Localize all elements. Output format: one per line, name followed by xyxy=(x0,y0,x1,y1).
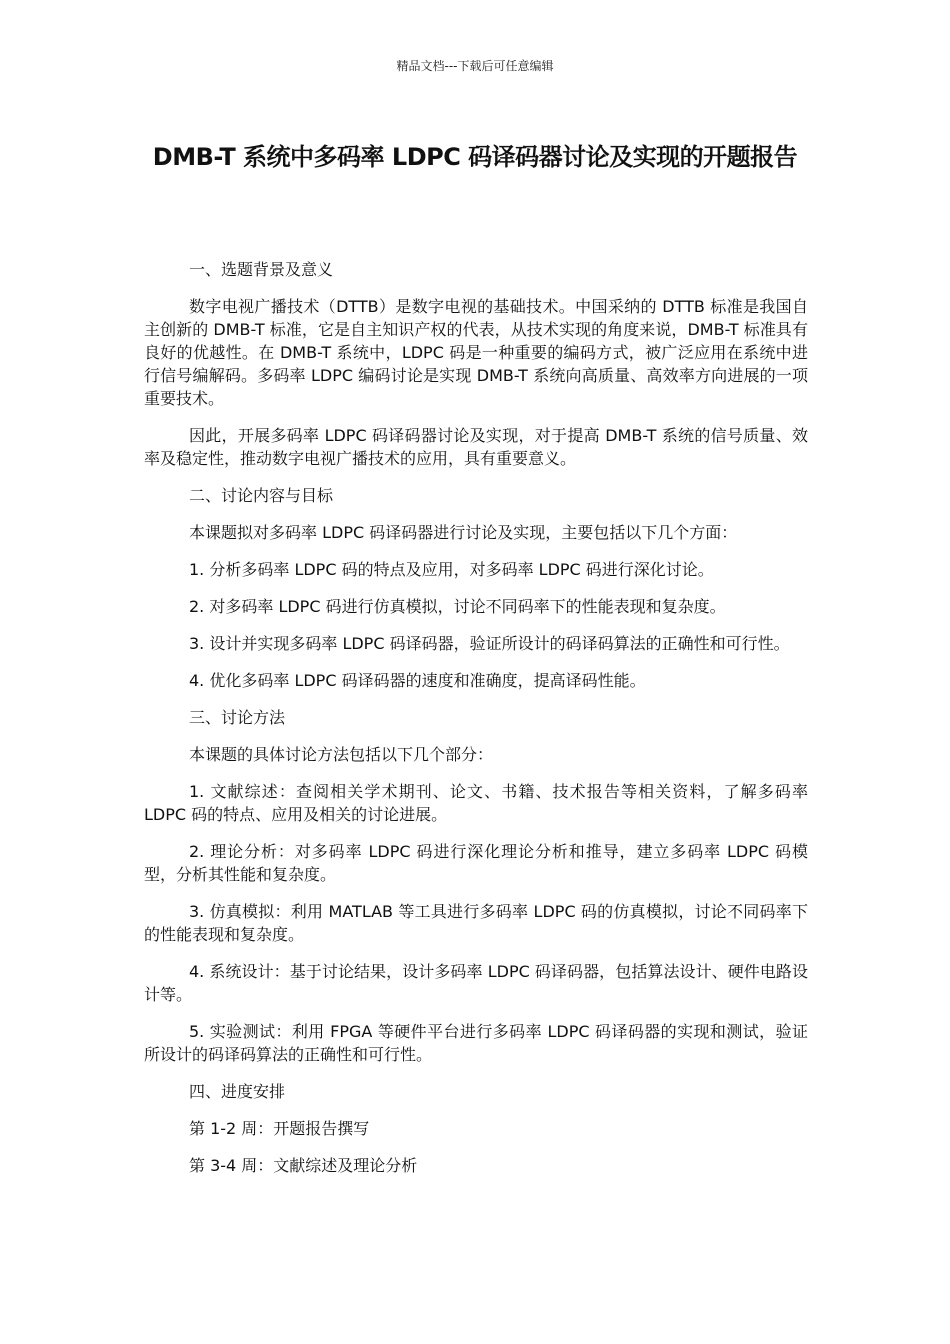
list-item-method-3: 3. 仿真模拟：利用 MATLAB 等工具进行多码率 LDPC 码的仿真模拟，讨论不同码率下的性能表现和复杂度。 xyxy=(144,902,808,944)
section-heading-method: 三、讨论方法 xyxy=(189,708,286,727)
schedule-item-1: 第 1-2 周：开题报告撰写 xyxy=(189,1119,370,1138)
list-item-content-4: 4. 优化多码率 LDPC 码译码器的速度和准确度，提高译码性能。 xyxy=(189,671,646,690)
paragraph-background: 数字电视广播技术（DTTB）是数字电视的基础技术。中国采纳的 DTTB 标准是我国自主创新的 DMB-T 标准，它是自主知识产权的代表，从技术实现的角度来说，DMB-T 标准具有良好的优越性。在 DMB-T 系统中，LDPC 码是一种重要的编码方式，被广泛应用在系统中进行信号编解码。多码率 LDPC 编码讨论是实现 DMB-T 系统向高质量、高效率方向进展的一项重要技术。 xyxy=(144,297,808,408)
schedule-item-2: 第 3-4 周：文献综述及理论分析 xyxy=(189,1156,418,1175)
paragraph-significance: 因此，开展多码率 LDPC 码译码器讨论及实现，对于提高 DMB-T 系统的信号质量、效率及稳定性，推动数字电视广播技术的应用，具有重要意义。 xyxy=(144,426,808,468)
section-heading-background: 一、选题背景及意义 xyxy=(189,260,334,279)
section-heading-content: 二、讨论内容与目标 xyxy=(189,486,334,505)
list-item-content-2: 2. 对多码率 LDPC 码进行仿真模拟，讨论不同码率下的性能表现和复杂度。 xyxy=(189,597,726,616)
list-item-method-1: 1. 文献综述：查阅相关学术期刊、论文、书籍、技术报告等相关资料，了解多码率 LDPC 码的特点、应用及相关的讨论进展。 xyxy=(144,782,808,824)
list-item-method-4: 4. 系统设计：基于讨论结果，设计多码率 LDPC 码译码器，包括算法设计、硬件电路设计等。 xyxy=(144,962,808,1004)
list-item-content-3: 3. 设计并实现多码率 LDPC 码译码器，验证所设计的码译码算法的正确性和可行性。 xyxy=(189,634,790,653)
document-title: DMB-T 系统中多码率 LDPC 码译码器讨论及实现的开题报告 xyxy=(152,143,798,171)
document-body xyxy=(144,258,808,1191)
section-heading-schedule: 四、进度安排 xyxy=(189,1082,286,1101)
list-item-method-2: 2. 理论分析：对多码率 LDPC 码进行深化理论分析和推导，建立多码率 LDPC 码模型，分析其性能和复杂度。 xyxy=(144,842,808,884)
paragraph-method-intro: 本课题的具体讨论方法包括以下几个部分： xyxy=(189,745,494,764)
paragraph-content-intro: 本课题拟对多码率 LDPC 码译码器进行讨论及实现，主要包括以下几个方面： xyxy=(189,523,738,542)
page-header: 精品文档---下载后可任意编辑 xyxy=(396,59,554,73)
list-item-content-1: 1. 分析多码率 LDPC 码的特点及应用，对多码率 LDPC 码进行深化讨论。 xyxy=(189,560,714,579)
list-item-method-5: 5. 实验测试：利用 FPGA 等硬件平台进行多码率 LDPC 码译码器的实现和测试，验证所设计的码译码算法的正确性和可行性。 xyxy=(144,1022,808,1064)
